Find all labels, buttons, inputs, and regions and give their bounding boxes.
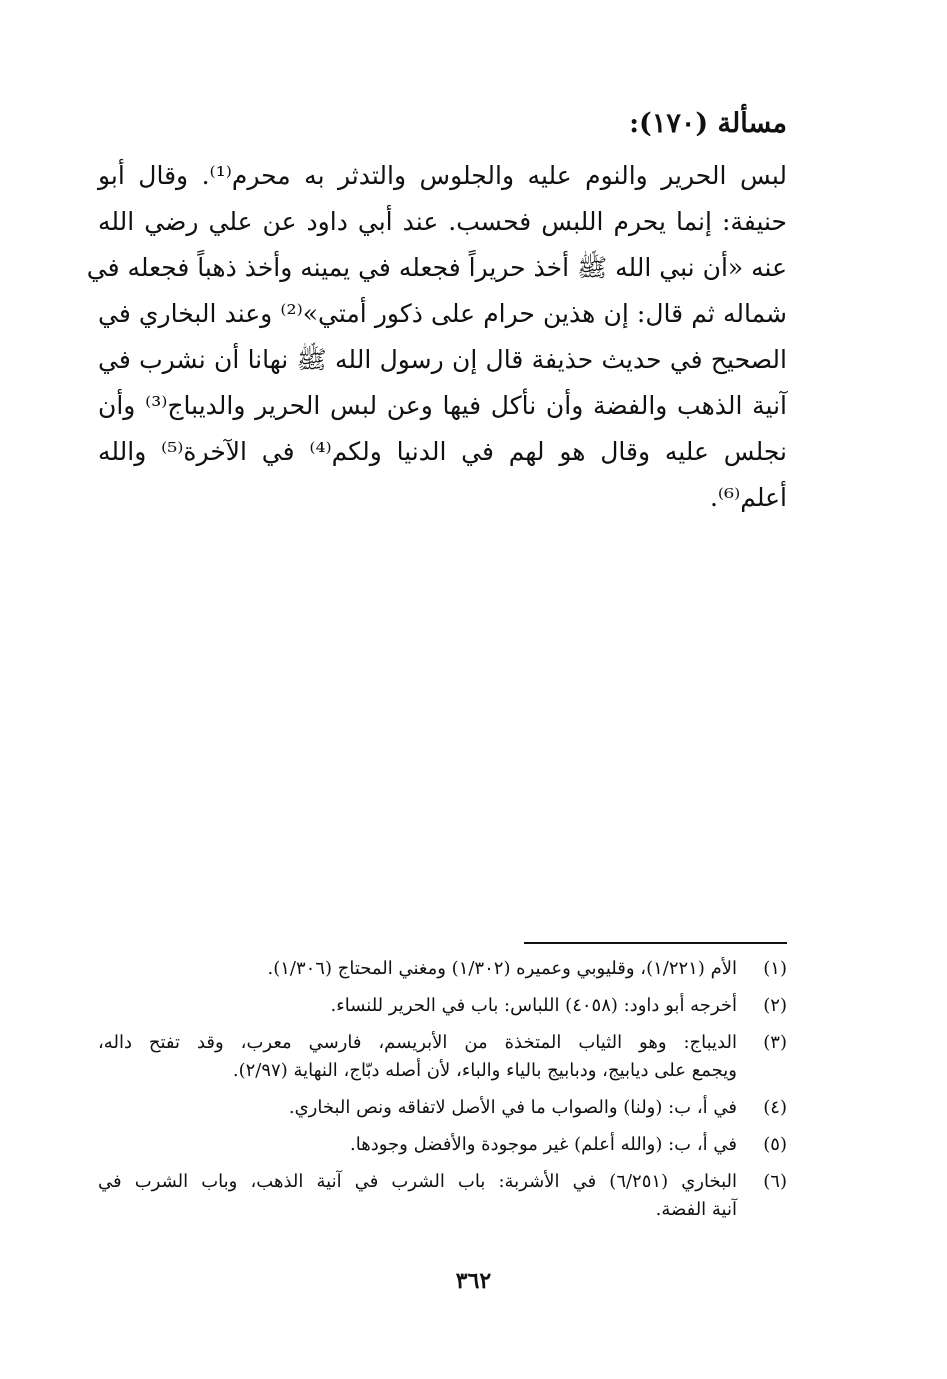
footnote-text: الأم (١/٢٢١)، وقليوبي وعميره (١/٣٠٢) ومغني المحتاج (١/٣٠٦). bbox=[267, 958, 737, 979]
footnote-number: (٤) bbox=[763, 1097, 787, 1118]
text-line: شماله ثم قال: إن هذين حرام على ذكور أمتي»⁽²⁾ وعند البخاري في bbox=[98, 299, 787, 328]
issue-heading: مسألة (١٧٠): bbox=[629, 108, 787, 139]
footnote-number: (٦) bbox=[763, 1171, 787, 1192]
footnote-number: (١) bbox=[763, 958, 787, 979]
text-line: عنه «أن نبي الله ﷺ أخذ حريراً فجعله في يمينه وأخذ ذهباً فجعله في bbox=[86, 253, 787, 282]
text-line: آنية الذهب والفضة وأن نأكل فيها وعن لبس الحرير والديباج⁽³⁾ وأن bbox=[98, 391, 787, 420]
footnote bbox=[98, 955, 787, 983]
footnote-number: (٢) bbox=[763, 995, 787, 1016]
footnote-text: أخرجه أبو داود: (٤٠٥٨) اللباس: باب في الحرير للنساء. bbox=[330, 995, 737, 1016]
footnote-text: ويجمع على ديابيج، ودبابيج بالياء والباء، لأن أصله دبّاج، النهاية (٢/٩٧). bbox=[232, 1060, 737, 1081]
text-line: أعلم⁽⁶⁾. bbox=[709, 483, 787, 512]
footnotes bbox=[98, 955, 787, 1233]
text-line: الصحيح في حديث حذيفة قال إن رسول الله ﷺ نهانا أن نشرب في bbox=[98, 345, 787, 374]
text-line: نجلس عليه وقال هو لهم في الدنيا ولكم⁽⁴⁾ في الآخرة⁽⁵⁾ والله bbox=[98, 437, 787, 466]
footnote-number: (٣) bbox=[763, 1032, 787, 1053]
text-line: لبس الحرير والنوم عليه والجلوس والتدثر به محرم⁽¹⁾. وقال أبو bbox=[98, 161, 787, 190]
footnote-text: البخاري (٦/٢٥١) في الأشربة: باب الشرب في آنية الذهب، وباب الشرب في bbox=[98, 1171, 738, 1192]
page-number: ٣٦٢ bbox=[455, 1268, 492, 1294]
main-text bbox=[86, 153, 787, 521]
footnote-text: آنية الفضة. bbox=[655, 1199, 737, 1220]
footnote-number: (٥) bbox=[763, 1134, 787, 1155]
footnote bbox=[98, 1094, 787, 1122]
text-line: حنيفة: إنما يحرم اللبس فحسب. عند أبي داود عن علي رضي الله bbox=[98, 207, 787, 236]
footnote bbox=[98, 992, 787, 1020]
footnote-text: الديباج: وهو الثياب المتخذة من الأبريسم، فارسي معرب، وقد تفتح داله، bbox=[98, 1032, 737, 1053]
footnote-text: في أ، ب: (ولنا) والصواب ما في الأصل لاتفاقه ونص البخاري. bbox=[288, 1097, 737, 1118]
footnote bbox=[98, 1131, 787, 1159]
footnote-text: في أ، ب: (والله أعلم) غير موجودة والأفضل وجودها. bbox=[350, 1134, 737, 1155]
footnote-divider bbox=[524, 942, 787, 944]
footnote bbox=[98, 1168, 787, 1224]
footnote bbox=[98, 1029, 787, 1085]
